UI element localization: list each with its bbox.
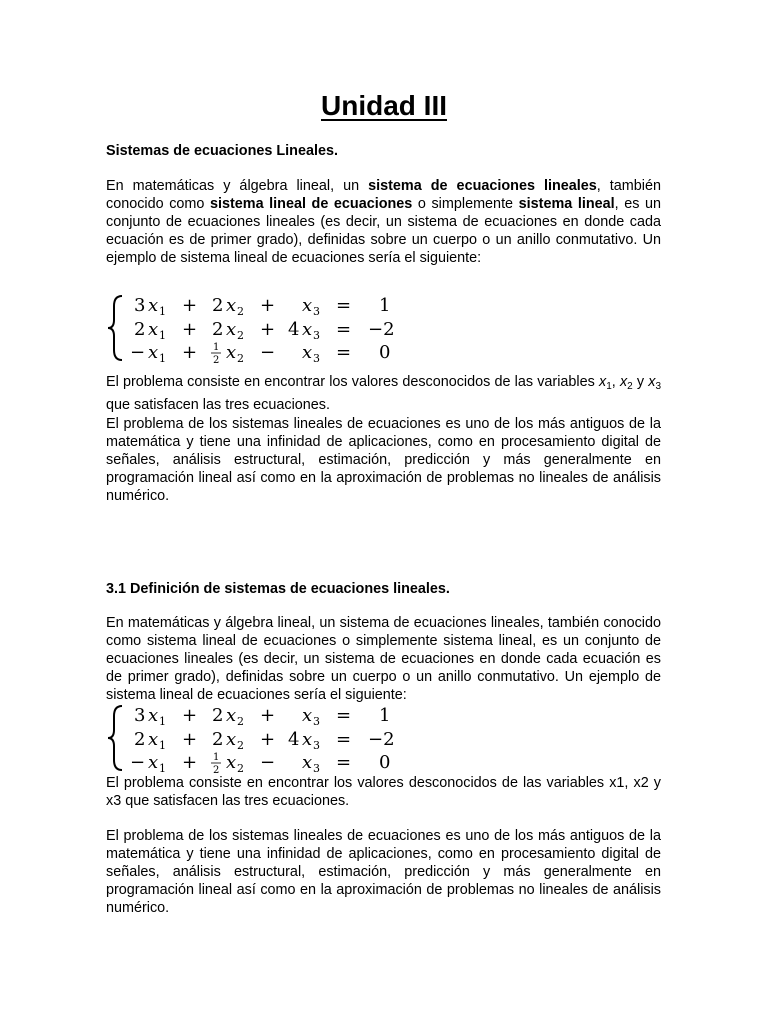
intro-paragraph: En matemáticas y álgebra lineal, un sistema de ecuaciones lineales, también conocido como sistema lineal de ecuaciones o simplemente sistema lineal, es un conjunto de ecuaciones lineales (es decir, un sistema de ecuaciones en donde cada ecuación es de primer grado), definidas sobre un cuerpo o un anillo conmutativo. Un ejemplo de sistema lineal de ecuaciones sería el siguiente:: [106, 178, 662, 266]
svg-text:1: 1: [159, 762, 166, 774]
svg-text:1: 1: [159, 715, 166, 728]
svg-text:=: =: [336, 342, 352, 363]
svg-text:x: x: [226, 319, 237, 340]
problem-paragraph: El problema consiste en encontrar los valores desconocidos de las variables $x_1$, $x_2$ y $x_3$ que satisfacen las tres ecuaciones.: [106, 374, 661, 413]
svg-text:2: 2: [237, 739, 244, 752]
svg-text:3: 3: [313, 739, 320, 752]
svg-text:x: x: [302, 752, 313, 773]
svg-text:x: x: [226, 705, 237, 726]
history-paragraph: El problema de los sistemas lineales de ecuaciones es uno de los más antiguos de la matemática y tiene una infinidad de aplicaciones, como en procesamiento digital de señales, análisis estructural, estimación, predicción y más generalmente en programación lineal así como en la aproximación de problemas no lineales de análisis numérico.: [106, 416, 661, 504]
page-title: Unidad III: [321, 90, 447, 121]
svg-text:+: +: [182, 295, 198, 316]
left-brace: [108, 706, 122, 770]
svg-text:x: x: [148, 342, 159, 363]
svg-text:+: +: [182, 705, 198, 726]
equation-row-3: [130, 342, 390, 364]
svg-text:−: −: [130, 752, 146, 773]
svg-text:x: x: [302, 342, 313, 363]
svg-text:3: 3: [134, 705, 146, 726]
svg-text:−2: −2: [368, 729, 395, 750]
svg-text:=: =: [336, 705, 352, 726]
svg-text:x: x: [302, 705, 313, 726]
svg-text:+: +: [260, 295, 276, 316]
svg-text:3: 3: [313, 715, 320, 728]
svg-text:2: 2: [212, 729, 224, 750]
equation-system-1: [106, 292, 406, 368]
svg-text:1: 1: [213, 752, 220, 763]
svg-text:x: x: [148, 295, 159, 316]
svg-text:x: x: [148, 705, 159, 726]
section-heading-sistemas: Sistemas de ecuaciones Lineales.: [106, 143, 338, 159]
svg-text:1: 1: [213, 342, 220, 353]
svg-text:=: =: [336, 752, 352, 773]
svg-text:x: x: [302, 319, 313, 340]
svg-text:2: 2: [237, 305, 244, 318]
svg-text:4: 4: [288, 729, 300, 750]
svg-text:−: −: [130, 342, 146, 363]
svg-text:−: −: [260, 752, 276, 773]
svg-text:2: 2: [212, 705, 224, 726]
svg-text:x: x: [226, 295, 237, 316]
svg-text:=: =: [336, 729, 352, 750]
svg-text:3: 3: [134, 295, 146, 316]
equation-row-1: [134, 705, 390, 728]
equation-system-2: [106, 702, 406, 778]
svg-text:0: 0: [379, 342, 391, 363]
svg-text:3: 3: [313, 305, 320, 318]
svg-text:1: 1: [159, 305, 166, 318]
svg-text:+: +: [182, 729, 198, 750]
equation-row-1: [134, 295, 390, 318]
svg-text:2: 2: [237, 715, 244, 728]
svg-text:+: +: [182, 752, 198, 773]
svg-text:=: =: [336, 319, 352, 340]
svg-text:3: 3: [313, 762, 320, 774]
svg-text:x: x: [226, 342, 237, 363]
svg-text:+: +: [260, 705, 276, 726]
term-sistema-lineal: sistema lineal: [518, 196, 615, 212]
definition-history-paragraph: El problema de los sistemas lineales de ecuaciones es uno de los más antiguos de la matemática y tiene una infinidad de aplicaciones, como en procesamiento digital de señales, análisis estructural, estimación, predicción y más generalmente en programación lineal así como en la aproximación de problemas no lineales de análisis numérico.: [106, 828, 661, 916]
svg-text:x: x: [148, 752, 159, 773]
term-sistema-lineal-ecuaciones: sistema lineal de ecuaciones: [209, 196, 413, 212]
equation-row-2: [134, 319, 395, 342]
svg-text:3: 3: [313, 329, 320, 342]
svg-text:2: 2: [237, 329, 244, 342]
svg-text:+: +: [182, 319, 198, 340]
svg-text:x: x: [226, 729, 237, 750]
left-brace: [108, 296, 122, 360]
svg-text:−: −: [260, 342, 276, 363]
definition-problem-paragraph: El problema consiste en encontrar los valores desconocidos de las variables x1, x2 y x3 que satisfacen las tres ecuaciones.: [106, 775, 661, 809]
svg-text:+: +: [182, 342, 198, 363]
svg-text:=: =: [336, 295, 352, 316]
term-sistema-ecuaciones: sistema de ecuaciones lineales: [368, 178, 597, 194]
equation-row-2: [134, 729, 395, 752]
equation-row-3: [130, 752, 390, 774]
svg-text:x: x: [302, 295, 313, 316]
svg-text:+: +: [260, 319, 276, 340]
svg-text:2: 2: [213, 355, 220, 364]
svg-text:−2: −2: [368, 319, 395, 340]
svg-text:2: 2: [134, 729, 146, 750]
svg-text:2: 2: [212, 295, 224, 316]
svg-text:0: 0: [379, 752, 391, 773]
svg-text:4: 4: [288, 319, 300, 340]
svg-text:1: 1: [379, 295, 391, 316]
section-heading-definicion: 3.1 Definición de sistemas de ecuaciones lineales.: [106, 581, 450, 597]
svg-text:2: 2: [134, 319, 146, 340]
svg-text:1: 1: [159, 352, 166, 364]
svg-text:x: x: [226, 752, 237, 773]
svg-text:3: 3: [313, 352, 320, 364]
svg-text:1: 1: [379, 705, 391, 726]
svg-text:2: 2: [212, 319, 224, 340]
svg-text:1: 1: [159, 739, 166, 752]
svg-text:1: 1: [159, 329, 166, 342]
svg-text:2: 2: [237, 352, 244, 364]
svg-text:2: 2: [213, 765, 220, 774]
svg-text:x: x: [148, 319, 159, 340]
definition-intro-paragraph: En matemáticas y álgebra lineal, un sistema de ecuaciones lineales, también conocido como sistema lineal de ecuaciones o simplemente sistema lineal, es un conjunto de ecuaciones lineales (es decir, un sistema de ecuaciones en donde cada ecuación es de primer grado), definidas sobre un cuerpo o un anillo conmutativo. Un ejemplo de sistema lineal de ecuaciones sería el siguiente:: [106, 615, 661, 703]
svg-text:x: x: [302, 729, 313, 750]
svg-text:+: +: [260, 729, 276, 750]
svg-text:x: x: [148, 729, 159, 750]
svg-text:2: 2: [237, 762, 244, 774]
